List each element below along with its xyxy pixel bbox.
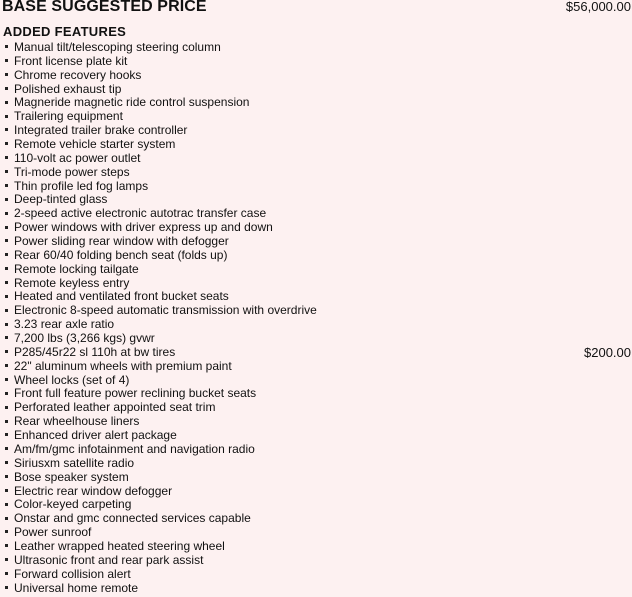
feature-item (0, 152, 632, 166)
feature-label: Bose speaker system (14, 469, 129, 484)
feature-item (0, 540, 632, 554)
feature-label: Thin profile led fog lamps (14, 178, 149, 193)
feature-item (0, 512, 632, 526)
feature-label: Wheel locks (set of 4) (14, 372, 130, 387)
bullet-icon (5, 73, 8, 76)
added-features-list (0, 41, 632, 595)
feature-label: Ultrasonic front and rear park assist (14, 552, 204, 567)
feature-label: Power windows with driver express up and down (14, 220, 273, 235)
feature-item (0, 290, 632, 304)
bullet-icon (5, 378, 8, 381)
bullet-icon (5, 433, 8, 436)
feature-label: Front full feature power reclining bucket seats (14, 386, 257, 401)
bullet-icon (5, 115, 8, 118)
base-price-value: $56,000.00 (565, 0, 631, 14)
bullet-icon (5, 45, 8, 48)
bullet-icon (5, 281, 8, 284)
feature-item (0, 374, 632, 388)
feature-item (0, 180, 632, 194)
feature-item (0, 96, 632, 110)
feature-item (0, 582, 632, 596)
feature-label: Tri-mode power steps (14, 164, 130, 179)
feature-label: Perforated leather appointed seat trim (14, 400, 216, 415)
bullet-icon (5, 489, 8, 492)
feature-label: Color-keyed carpeting (14, 497, 132, 512)
feature-label: Power sliding rear window with defogger (14, 234, 229, 249)
feature-item (0, 429, 632, 443)
feature-label: 22" aluminum wheels with premium paint (14, 358, 232, 373)
feature-item (0, 138, 632, 152)
bullet-icon (5, 239, 8, 242)
feature-item (0, 249, 632, 263)
feature-item (0, 568, 632, 582)
feature-label: Electronic 8-speed automatic transmission with overdrive (14, 303, 317, 318)
feature-label: Deep-tinted glass (14, 192, 108, 207)
bullet-icon (5, 503, 8, 506)
bullet-icon (5, 447, 8, 450)
feature-item (0, 263, 632, 277)
feature-item (0, 166, 632, 180)
bullet-icon (5, 267, 8, 270)
bullet-icon (5, 406, 8, 409)
feature-item (0, 387, 632, 401)
bullet-icon (5, 226, 8, 229)
feature-item (0, 193, 632, 207)
bullet-icon (5, 544, 8, 547)
feature-label: 3.23 rear axle ratio (14, 317, 115, 332)
feature-item (0, 207, 632, 221)
bullet-icon (5, 586, 8, 589)
bullet-icon (5, 212, 8, 215)
feature-item (0, 485, 632, 499)
feature-item (0, 415, 632, 429)
bullet-icon (5, 59, 8, 62)
feature-item (0, 41, 632, 55)
feature-item (0, 471, 632, 485)
bullet-icon (5, 517, 8, 520)
feature-label: Integrated trailer brake controller (14, 123, 188, 138)
feature-item (0, 332, 632, 346)
feature-label: Enhanced driver alert package (14, 428, 177, 443)
feature-item (0, 235, 632, 249)
feature-item (0, 457, 632, 471)
feature-label: Onstar and gmc connected services capable (14, 511, 251, 526)
feature-label: Rear wheelhouse liners (14, 414, 140, 429)
bullet-icon (5, 198, 8, 201)
feature-item (0, 124, 632, 138)
feature-item (0, 55, 632, 69)
feature-item (0, 277, 632, 291)
feature-item (0, 554, 632, 568)
feature-label: Am/fm/gmc infotainment and navigation radio (14, 441, 255, 456)
feature-label: Polished exhaust tip (14, 81, 122, 96)
feature-item (0, 304, 632, 318)
feature-item (0, 360, 632, 374)
feature-label: Remote locking tailgate (14, 261, 139, 276)
feature-label: 2-speed active electronic autotrac transfer case (14, 206, 267, 221)
feature-label: Siriusxm satellite radio (14, 455, 135, 470)
feature-label: Universal home remote (14, 580, 139, 595)
feature-label: Rear 60/40 folding bench seat (folds up) (14, 247, 228, 262)
bullet-icon (5, 420, 8, 423)
feature-label: Heated and ventilated front bucket seats (14, 289, 229, 304)
feature-label: Remote keyless entry (14, 275, 130, 290)
feature-label: Remote vehicle starter system (14, 137, 176, 152)
feature-label: 110-volt ac power outlet (14, 150, 141, 165)
bullet-icon (5, 87, 8, 90)
bullet-icon (5, 558, 8, 561)
bullet-icon (5, 184, 8, 187)
feature-item (0, 69, 632, 83)
feature-label: Magneride magnetic ride control suspension (14, 95, 250, 110)
bullet-icon (5, 336, 8, 339)
bullet-icon (5, 392, 8, 395)
feature-label: Trailering equipment (14, 109, 123, 124)
feature-item (0, 526, 632, 540)
feature-label: Power sunroof (14, 525, 92, 540)
added-features-title: ADDED FEATURES (3, 24, 127, 39)
feature-label: P285/45r22 sl 110h at bw tires (14, 344, 176, 359)
bullet-icon (5, 475, 8, 478)
base-price-title: BASE SUGGESTED PRICE (2, 0, 207, 15)
feature-label: Manual tilt/telescoping steering column (14, 40, 221, 54)
feature-item (0, 110, 632, 124)
bullet-icon (5, 461, 8, 464)
feature-label: Chrome recovery hooks (14, 67, 142, 82)
bullet-icon (5, 142, 8, 145)
base-price-row (0, 0, 632, 16)
bullet-icon (5, 253, 8, 256)
feature-item (0, 83, 632, 97)
feature-label: Front license plate kit (14, 53, 128, 68)
bullet-icon (5, 128, 8, 131)
feature-item (0, 318, 632, 332)
bullet-icon (5, 530, 8, 533)
bullet-icon (5, 170, 8, 173)
feature-item (0, 498, 632, 512)
feature-item (0, 443, 632, 457)
feature-item (0, 346, 632, 360)
bullet-icon (5, 295, 8, 298)
bullet-icon (5, 350, 8, 353)
feature-item (0, 401, 632, 415)
bullet-icon (5, 323, 8, 326)
bullet-icon (5, 364, 8, 367)
feature-item (0, 221, 632, 235)
feature-label: 7,200 lbs (3,266 kgs) gvwr (14, 331, 155, 346)
feature-label: Leather wrapped heated steering wheel (14, 538, 225, 553)
feature-price: $200.00 (584, 344, 631, 360)
bullet-icon (5, 309, 8, 312)
feature-label: Electric rear window defogger (14, 483, 173, 498)
bullet-icon (5, 572, 8, 575)
feature-label: Forward collision alert (14, 566, 131, 581)
bullet-icon (5, 156, 8, 159)
bullet-icon (5, 101, 8, 104)
